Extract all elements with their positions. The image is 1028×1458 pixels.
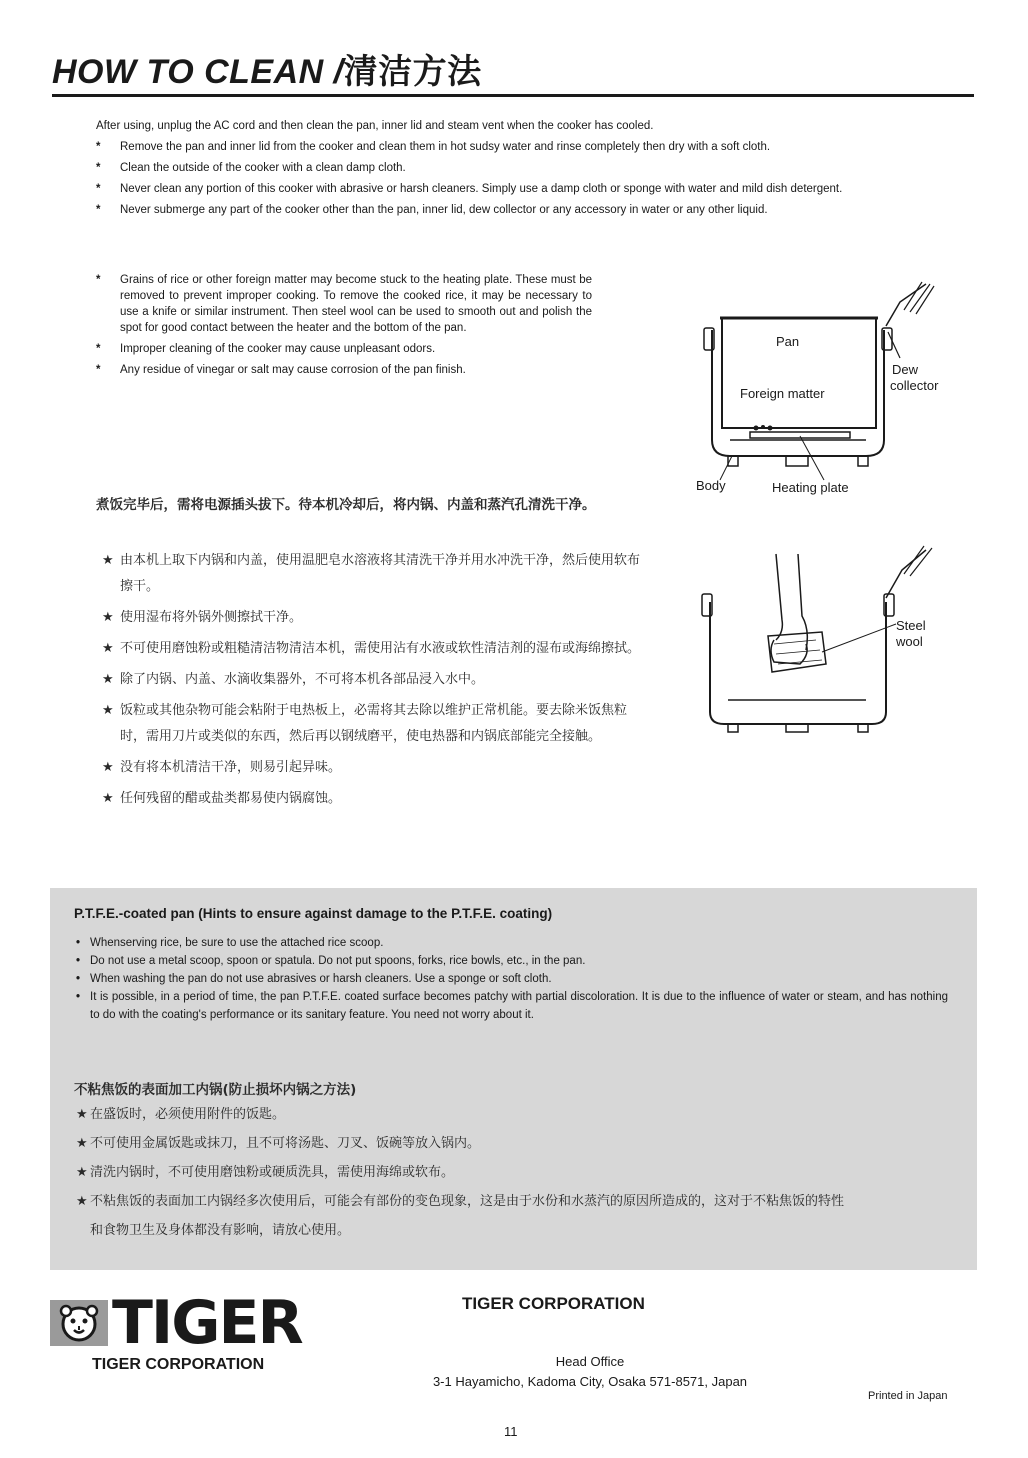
bullet-mark: * — [96, 162, 101, 174]
ptfe-zh-bullet — [76, 1187, 846, 1245]
page-number: 11 — [504, 1424, 518, 1439]
heating-plate-shape — [750, 432, 850, 438]
foot-right — [858, 456, 868, 466]
chinese-bullet — [102, 786, 642, 812]
steel-wool-diagram-svg — [690, 540, 980, 740]
chinese-bullet — [102, 667, 642, 693]
head-office-block — [380, 1352, 800, 1392]
bullet-mark: * — [96, 274, 101, 286]
steel-wool-leader — [822, 624, 896, 652]
arm-right — [798, 554, 807, 650]
bullet-mark: ★ — [76, 1194, 88, 1209]
ptfe-bullet — [76, 934, 948, 952]
tiger-logo — [50, 1288, 302, 1374]
bullet-text: 任何残留的醋或盐类都易使内锅腐蚀。 — [120, 791, 342, 806]
foot-middle-2 — [786, 724, 808, 732]
foot-left-2 — [728, 724, 738, 732]
bullet-text: Remove the pan and inner lid from the cooker and clean them in hot sudsy water and rinse completely then dry with a soft cloth. — [120, 141, 771, 153]
english-bullet — [96, 139, 944, 155]
bullet-text: 不粘焦饭的表面加工内锅经多次使用后，可能会有部份的变色现象，这是由于水份和水蒸汽的原因所造成的，这对于不粘焦饭的特性和食物卫生及身体都没有影响，请放心使用。 — [90, 1194, 845, 1238]
label-foreign-matter: Foreign matter — [740, 386, 825, 401]
bullet-mark: ★ — [102, 703, 114, 718]
ptfe-chinese-bullets — [76, 1100, 846, 1245]
bullet-mark: ★ — [76, 1136, 88, 1151]
bullet-text: 使用湿布将外锅外侧擦拭干净。 — [120, 610, 303, 625]
chinese-bullet — [102, 605, 642, 631]
chinese-bullet — [102, 636, 642, 662]
bullet-mark: * — [96, 204, 101, 216]
bullet-text: 在盛饭时，必须使用附件的饭匙。 — [90, 1107, 286, 1122]
bullet-text: Never submerge any part of the cooker other than the pan, inner lid, dew collector or any accessory in water or any other liquid. — [120, 204, 768, 216]
label-dew: Dew — [892, 362, 919, 377]
label-wool: wool — [896, 634, 923, 649]
english-section-column — [96, 272, 592, 383]
bullet-text: Clean the outside of the cooker with a clean damp cloth. — [120, 162, 406, 174]
english-bullet — [96, 202, 944, 218]
bullet-mark: ★ — [76, 1165, 88, 1180]
label-collector: collector — [890, 378, 939, 393]
ptfe-english-bullets — [76, 934, 948, 1024]
bullet-text: 由本机上取下内锅和内盖，使用温肥皂水溶液将其清洗干净并用水冲洗干净，然后使用软布擦干。 — [120, 553, 641, 594]
bullet-mark: • — [76, 973, 81, 985]
ptfe-bullet — [76, 970, 948, 988]
page-title — [52, 44, 482, 93]
bullet-mark: ★ — [102, 760, 114, 775]
lid-hinge-2 — [886, 550, 926, 598]
bullet-text: 饭粒或其他杂物可能会粘附于电热板上，必需将其去除以维护正常机能。要去除米饭焦粒时，需用刀片或类似的东西，然后再以钢绒磨平，使电热器和内锅底部能完全接触。 — [120, 703, 628, 744]
bullet-text: 清洗内锅时，不可使用磨蚀粉或硬质洗具，需使用海绵或软布。 — [90, 1165, 455, 1180]
logo-wordmark: TIGER — [112, 1288, 302, 1358]
chinese-intro: 煮饭完毕后，需将电源插头拔下。待本机冷却后，将内锅、内盖和蒸汽孔清洗干净。 — [96, 497, 596, 513]
bullet-text: It is possible, in a period of time, the pan P.T.F.E. coated surface becomes patchy with partial discoloration. It is due to the influence of water or steam, and has nothing to do with the coating's performance or its sanitary feature. You need not worry about it. — [90, 991, 948, 1021]
bullet-mark: ★ — [102, 672, 114, 687]
ptfe-zh-bullet — [76, 1129, 846, 1158]
bullet-mark: • — [76, 937, 81, 949]
label-heating-plate: Heating plate — [772, 480, 849, 495]
bullet-mark: ★ — [102, 641, 114, 656]
corporation-name: TIGER CORPORATION — [462, 1294, 645, 1313]
bullet-text: 除了内锅、内盖、水滴收集器外，不可将本机各部品浸入水中。 — [120, 672, 485, 687]
bullet-text: Whenserving rice, be sure to use the attached rice scoop. — [90, 937, 384, 949]
ptfe-bullet — [76, 988, 948, 1024]
head-office-address: 3-1 Hayamicho, Kadoma City, Osaka 571-8571, Japan — [432, 1374, 748, 1389]
label-pan: Pan — [776, 334, 800, 349]
ptfe-bullet — [76, 952, 948, 970]
cooker-diagram-svg — [690, 280, 980, 500]
cooker-diagram — [690, 280, 980, 500]
english-bullet — [96, 181, 944, 197]
steel-wool-diagram — [690, 540, 980, 740]
tiger-face-icon — [50, 1300, 108, 1346]
logo-row — [50, 1288, 302, 1358]
english-bullet — [96, 160, 944, 176]
lid-lines-2 — [904, 546, 932, 576]
english-bullet — [96, 341, 592, 357]
bullet-mark: * — [96, 183, 101, 195]
lid-hinge — [886, 284, 926, 326]
bullet-text: Never clean any portion of this cooker with abrasive or harsh cleaners. Simply use a damp cloth or sponge with water and mild dish detergent. — [120, 183, 843, 195]
english-bullet — [96, 272, 592, 336]
english-intro: After using, unplug the AC cord and then clean the pan, inner lid and steam vent when the cooker has cooled. — [96, 120, 654, 132]
arm-left — [776, 554, 782, 640]
label-steel: Steel — [896, 618, 926, 633]
bullet-text: When washing the pan do not use abrasives or harsh cleaners. Use a sponge or soft cloth. — [90, 973, 552, 985]
bullet-text: Do not use a metal scoop, spoon or spatula. Do not put spoons, forks, rice bowls, etc., in the pan. — [90, 955, 586, 967]
logo-caption: TIGER CORPORATION — [92, 1356, 265, 1373]
bullet-text: 不可使用金属饭匙或抹刀，且不可将汤匙、刀叉、饭碗等放入锅内。 — [90, 1136, 481, 1151]
bullet-text: Any residue of vinegar or salt may cause corrosion of the pan finish. — [120, 364, 466, 376]
dew-leader — [888, 332, 900, 358]
foot-right-2 — [858, 724, 868, 732]
lid-lines — [904, 282, 934, 314]
english-section-top — [96, 118, 944, 223]
bullet-mark: * — [96, 343, 101, 355]
chinese-bullet — [102, 548, 642, 600]
chinese-bullet — [102, 755, 642, 781]
ptfe-zh-bullet — [76, 1158, 846, 1187]
bullet-mark: • — [76, 955, 81, 967]
body-outline-2 — [710, 602, 886, 724]
bullet-text: Grains of rice or other foreign matter may become stuck to the heating plate. These must be removed to prevent improper cooking. To remove the cooked rice, it may be necessary to use a knife or similar instrument. Then steel wool can be used to smooth out and polish the spot for good contact between the heater and the bottom of the pan. — [120, 274, 592, 334]
label-body: Body — [696, 478, 726, 493]
body-leader — [720, 456, 732, 480]
bullet-text: 不可使用磨蚀粉或粗糙清洁物清洁本机，需使用沾有水液或软性清洁剂的湿布或海绵擦拭。 — [120, 641, 641, 656]
title-en: HOW TO CLEAN — [52, 53, 324, 91]
chinese-bullet — [102, 698, 642, 750]
bullet-mark: ★ — [76, 1107, 88, 1122]
title-separator: / — [323, 53, 344, 91]
bullet-mark: ★ — [102, 791, 114, 806]
chinese-bullets — [102, 548, 642, 817]
ptfe-zh-title: 不粘焦饭的表面加工内锅(防止损坏内锅之方法) — [74, 1082, 357, 1098]
title-zh: 清洁方法 — [343, 53, 482, 91]
ptfe-box — [50, 888, 977, 1270]
ptfe-zh-bullet — [76, 1100, 846, 1129]
bullet-text: 没有将本机清洁干净，则易引起异味。 — [120, 760, 342, 775]
head-office-label: Head Office — [555, 1354, 625, 1369]
ptfe-title: P.T.F.E.-coated pan (Hints to ensure against damage to the P.T.F.E. coating) — [74, 906, 553, 921]
bullet-mark: • — [76, 991, 81, 1003]
title-rule — [52, 94, 974, 97]
english-bullet — [96, 362, 592, 378]
heating-leader — [800, 436, 824, 480]
bullet-mark: * — [96, 141, 101, 153]
bullet-text: Improper cleaning of the cooker may cause unpleasant odors. — [120, 343, 436, 355]
foreign-matter-specks — [754, 425, 773, 431]
bullet-mark: * — [96, 364, 101, 376]
bullet-mark: ★ — [102, 610, 114, 625]
printed-in: Printed in Japan — [868, 1390, 948, 1402]
steel-wool-texture — [774, 640, 822, 664]
bullet-mark: ★ — [102, 553, 114, 568]
foot-middle — [786, 456, 808, 466]
